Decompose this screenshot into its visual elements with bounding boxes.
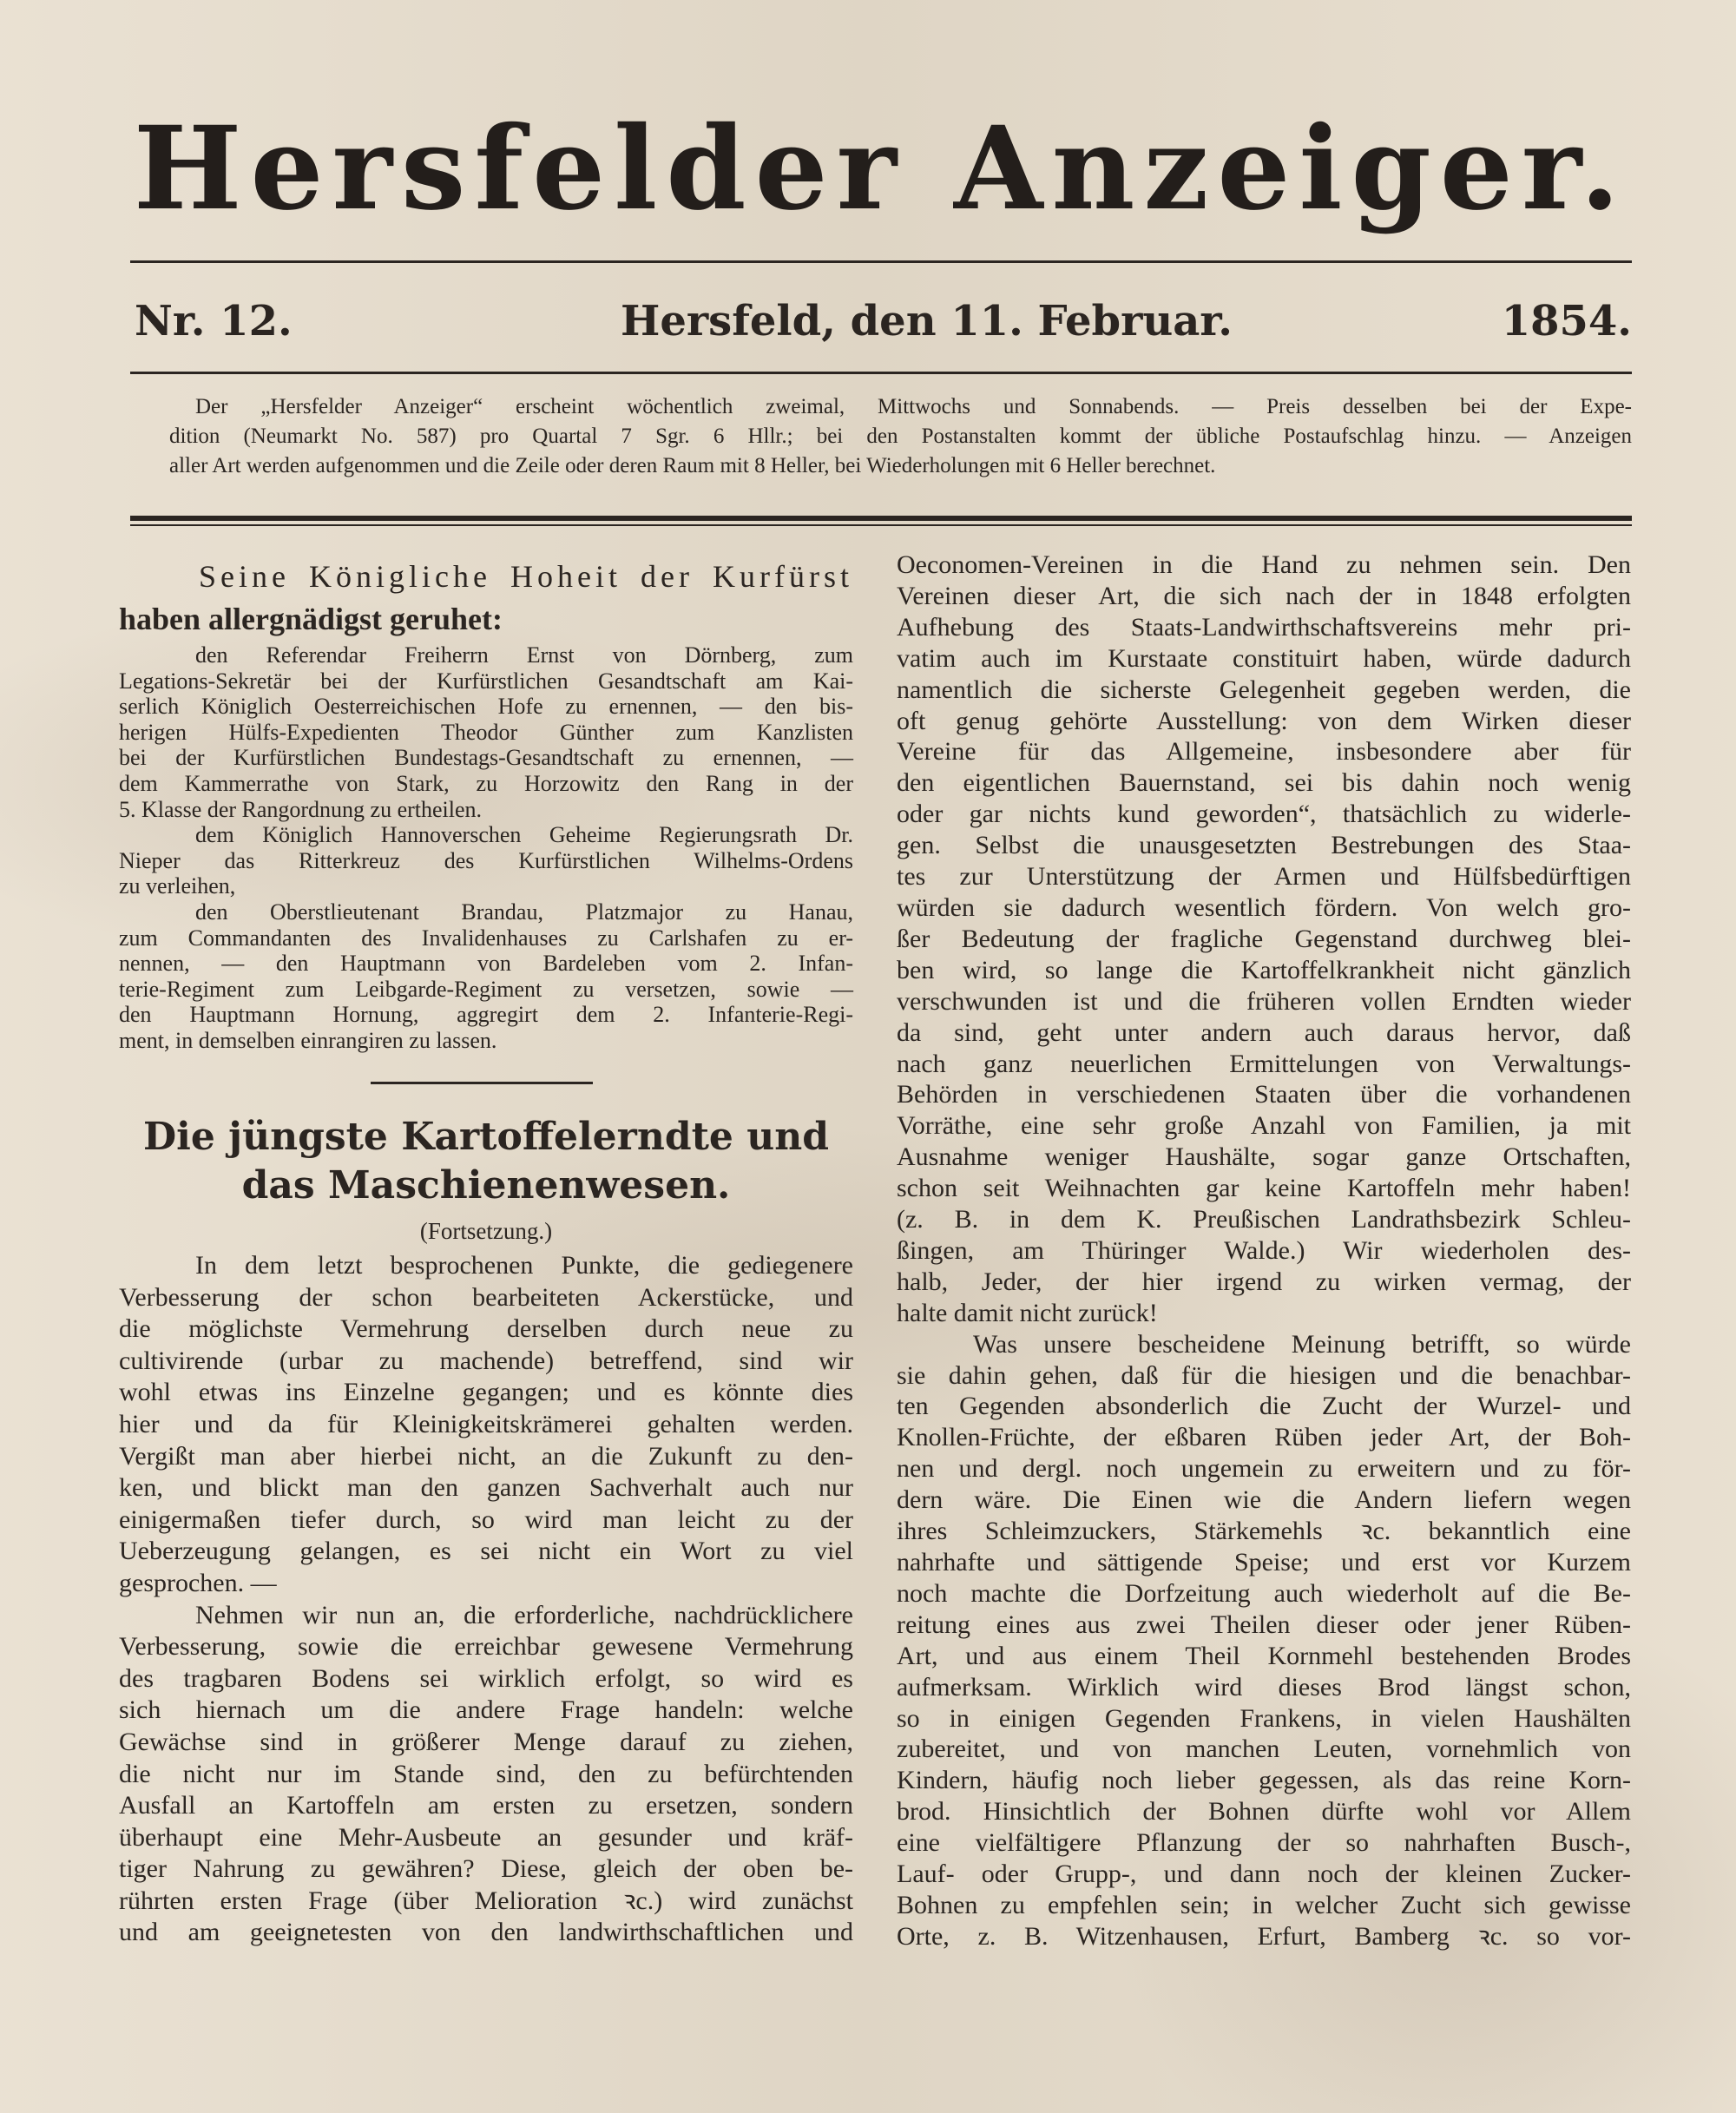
text-line: Bohnen zu empfehlen sein; in welcher Zucht sich gewisse — [897, 1890, 1631, 1919]
text-line: nennen, — den Hauptmann von Bardeleben vom 2. Infan- — [119, 951, 853, 977]
text-line: verschwunden ist und die früheren vollen Erndten wieder — [897, 986, 1631, 1016]
text-line: oft genug gehörte Ausstellung: von dem Wirken dieser — [897, 706, 1631, 735]
text-line: ihres Schleimzuckers, Stärkemehls ꝛc. bekanntlich eine — [897, 1517, 1631, 1546]
text-line: 5. Klasse der Rangordnung zu ertheilen. — [119, 796, 483, 822]
text-line: Behörden in verschiedenen Staaten über die vorhandenen — [897, 1080, 1631, 1109]
text-line: zum Commandanten des Invalidenhauses zu Carlshafen zu er- — [119, 925, 853, 951]
text-line: einigermaßen tiefer durch, so wird man leicht zu der — [119, 1504, 853, 1534]
text-line: Was unsere bescheidene Meinung betrifft, so würde — [973, 1329, 1631, 1359]
dateline-rule — [130, 372, 1632, 374]
text-line: gen. Selbst die unausgesetzten Bestrebungen des Staa- — [897, 831, 1631, 860]
text-line: hier und da für Kleinigkeitskrämerei gehalten werden. — [119, 1409, 853, 1438]
text-line: Verbesserung der schon bearbeiteten Ackerstücke, und — [119, 1282, 853, 1312]
text-line: eine vielfältigere Pflanzung der so nahrhaften Busch-, — [897, 1828, 1631, 1858]
text-line: Ausnahme weniger Haushälte, sogar ganze Ortschaften, — [897, 1142, 1631, 1172]
text-line: Art, und aus einem Theil Kornmehl bestehenden Brodes — [897, 1641, 1631, 1670]
text-line: tes zur Unterstützung der Armen und Hülfsbedürftigen — [897, 862, 1631, 892]
text-line: des tragbaren Bodens sei wirklich erfolgt, so wird es — [119, 1663, 853, 1693]
text-line: halte damit nicht zurück! — [897, 1298, 1158, 1327]
text-line: tiger Nahrung zu gewähren? Diese, gleich der oben be- — [119, 1854, 853, 1884]
text-line: nahrhafte und sättigende Speise; und erst vor Kurzem — [897, 1548, 1631, 1577]
year: 1854. — [1501, 297, 1632, 346]
text-line: dem Kammerrathe von Stark, zu Horzowitz den Rang in der — [119, 770, 853, 796]
text-line: Aufhebung des Staats-Landwirthschaftsvereins mehr pri- — [897, 612, 1631, 642]
text-line: terie-Regiment zum Leibgarde-Regiment zu versetzen, sowie — — [119, 976, 853, 1002]
text-line: oder gar nichts kund geworden“, thatsächlich zu widerle- — [897, 800, 1631, 829]
text-line: zu verleihen, — [119, 873, 236, 899]
masthead-rule — [130, 260, 1632, 263]
article-continuation-label: (Fortsetzung.) — [419, 1218, 553, 1244]
text-line: so in einigen Gegenden Frankens, in vielen Haushälten — [897, 1703, 1631, 1733]
text-line: wohl etwas ins Einzelne gegangen; und es könnte dies — [119, 1378, 853, 1407]
text-line: Vorräthe, eine sehr große Anzahl von Familien, ja mit — [897, 1111, 1631, 1141]
text-line: namentlich die sicherste Gelegenheit gegeben werden, die — [897, 675, 1631, 704]
text-line: ment, in demselben einrangiren zu lassen. — [119, 1027, 497, 1053]
text-line: sie dahin gehen, daß für die hiesigen und die benachbar- — [897, 1360, 1631, 1390]
text-line: serlich Königlich Oesterreichischen Hofe zu ernennen, — den bis- — [119, 694, 853, 720]
text-line: nach ganz neuerlichen Ermittelungen von Verwaltungs- — [897, 1049, 1631, 1078]
article-headline: Die jüngste Kartoffelerndte und das Maschienenwesen. — [142, 1115, 829, 1208]
text-line: In dem letzt besprochenen Punkte, die gediegenere — [195, 1251, 853, 1280]
article-right-column — [897, 550, 1631, 1952]
text-line: cultivirende (urbar zu machende) betreffend, sind wir — [119, 1346, 853, 1375]
article-left-column — [119, 1250, 853, 1949]
double-rule-top — [130, 516, 1632, 521]
text-line: da sind, geht unter andern auch daraus hervor, daß — [897, 1017, 1631, 1047]
section-separator — [371, 1082, 593, 1084]
text-line: ben wird, so lange die Kartoffelkrankheit nicht gänzlich — [897, 955, 1631, 984]
notice-line: Der „Hersfelder Anzeiger“ erscheint wöchentlich zweimal, Mittwochs und Sonnabends. — Preis desselben bei der Expe- — [195, 395, 1632, 418]
text-line: aufmerksam. Wirklich wird dieses Brod längst schon, — [897, 1672, 1631, 1702]
text-line: Kindern, häufig noch lieber gegessen, als das reine Korn- — [897, 1766, 1631, 1795]
notice-line: dition (Neumarkt No. 587) pro Quartal 7 Sgr. 6 Hllr.; bei den Postanstalten kommt der übliche Postaufschlag hinzu. — Anzeigen — [169, 425, 1632, 448]
text-line: Legations-Sekretär bei der Kurfürstlichen Gesandtschaft am Kai- — [119, 668, 853, 694]
text-line: schon seit Weihnachten gar keine Kartoffeln mehr haben! — [897, 1174, 1631, 1203]
notice-line: aller Art werden aufgenommen und die Zeile oder deren Raum mit 8 Heller, bei Wiederholungen mit 6 Heller berechnet. — [169, 454, 1216, 477]
text-line: bei der Kurfürstlichen Bundestags-Gesandtschaft zu ernennen, — — [119, 745, 853, 771]
newspaper-title: Hersfelder Anzeiger. — [133, 102, 1629, 236]
place-date: Hersfeld, den 11. Februar. — [621, 297, 1233, 346]
text-line: Orte, z. B. Witzenhausen, Erfurt, Bamberg ꝛc. so vor- — [897, 1921, 1631, 1951]
text-line: Verbesserung, sowie die erreichbar gewesene Vermehrung — [119, 1632, 853, 1662]
text-line: dern wäre. Die Einen wie die Andern liefern wegen — [897, 1485, 1631, 1515]
text-line: den eigentlichen Bauernstand, sei bis dahin noch wenig — [897, 768, 1631, 798]
text-line: überhaupt eine Mehr-Ausbeute an gesunder und kräf- — [119, 1822, 853, 1852]
text-line: halb, Jeder, der hier irgend zu wirken vermag, der — [897, 1267, 1631, 1296]
text-line: herigen Hülfs-Expedienten Theodor Günther zum Kanzlisten — [119, 719, 853, 745]
double-rule-bottom — [130, 524, 1632, 526]
text-line: nen und dergl. noch ungemein zu erweitern und zu för- — [897, 1454, 1631, 1484]
text-line: den Hauptmann Hornung, aggregirt dem 2. Infanterie-Regi- — [119, 1002, 853, 1028]
text-line: reitung eines aus zwei Theilen dieser oder jener Rüben- — [897, 1609, 1631, 1639]
text-line: rührten ersten Frage (über Melioration ꝛc.) wird zunächst — [119, 1886, 853, 1915]
publication-notice — [169, 392, 1632, 481]
text-line: zubereitet, und von manchen Leuten, vornehmlich von — [897, 1735, 1631, 1764]
text-line: den Referendar Freiherrn Ernst von Dörnberg, zum — [195, 642, 853, 668]
text-line: Nehmen wir nun an, die erforderliche, nachdrücklichere — [195, 1600, 853, 1629]
text-line: noch machte die Dorfzeitung auch wiederholt auf die Be- — [897, 1578, 1631, 1608]
dateline — [135, 291, 1632, 352]
text-line: Vergißt man aber hierbei nicht, an die Zukunft zu den- — [119, 1441, 853, 1471]
text-line: ten Gegenden absonderlich die Zucht der Wurzel- und — [897, 1392, 1631, 1421]
text-line: den Oberstlieutenant Brandau, Platzmajor zu Hanau, — [195, 899, 853, 925]
royal-announcement — [119, 556, 853, 1054]
text-line: ken, und blickt man den ganzen Sachverhalt auch nur — [119, 1473, 853, 1503]
text-line: die möglichste Vermehrung derselben durch neue zu — [119, 1314, 853, 1344]
text-line: Ueberzeugung gelangen, es sei nicht ein Wort zu viel — [119, 1537, 853, 1566]
text-line: und am geeignetesten von den landwirthschaftlichen und — [119, 1918, 853, 1947]
text-line: dem Königlich Hannoverschen Geheime Regierungsrath Dr. — [195, 822, 853, 848]
text-line: (z. B. in dem K. Preußischen Landrathsbezirk Schleu- — [897, 1205, 1631, 1234]
issue-number: Nr. 12. — [135, 297, 293, 346]
text-line: ßer Bedeutung der fragliche Gegenstand durchweg blei- — [897, 924, 1631, 953]
announcement-heading: Seine Königliche Hoheit der Kurfürst — [199, 559, 853, 594]
text-line: Ausfall an Kartoffeln am ersten zu ersetzen, sondern — [119, 1791, 853, 1820]
text-line: Oeconomen-Vereinen in die Hand zu nehmen sein. Den — [897, 550, 1631, 579]
text-line: sich hiernach um die andere Frage handeln: welche — [119, 1695, 853, 1725]
text-line: Gewächse sind in größerer Menge darauf zu ziehen, — [119, 1727, 853, 1756]
text-line: gesprochen. — — [119, 1568, 277, 1597]
text-line: vatim auch im Kurstaate constituirt haben, würde dadurch — [897, 643, 1631, 673]
text-line: Vereine für das Allgemeine, insbesondere aber für — [897, 737, 1631, 767]
text-line: Lauf- oder Grupp-, und dann noch der kleinen Zucker- — [897, 1860, 1631, 1889]
text-line: ßingen, am Thüringer Walde.) Wir wiederholen des- — [897, 1235, 1631, 1265]
text-line: brod. Hinsichtlich der Bohnen dürfte wohl vor Allem — [897, 1797, 1631, 1827]
announcement-subheading: haben allergnädigst geruhet: — [119, 602, 503, 636]
text-line: würden sie dadurch wesentlich fördern. Von welch gro- — [897, 892, 1631, 922]
text-line: die nicht nur im Stande sind, den zu befürchtenden — [119, 1759, 853, 1788]
text-line: Vereinen dieser Art, die sich nach der in 1848 erfolgten — [897, 581, 1631, 610]
text-line: Knollen-Früchte, der eßbaren Rüben jeder Art, der Boh- — [897, 1423, 1631, 1452]
text-line: Nieper das Ritterkreuz des Kurfürstlichen Wilhelms-Ordens — [119, 847, 853, 873]
